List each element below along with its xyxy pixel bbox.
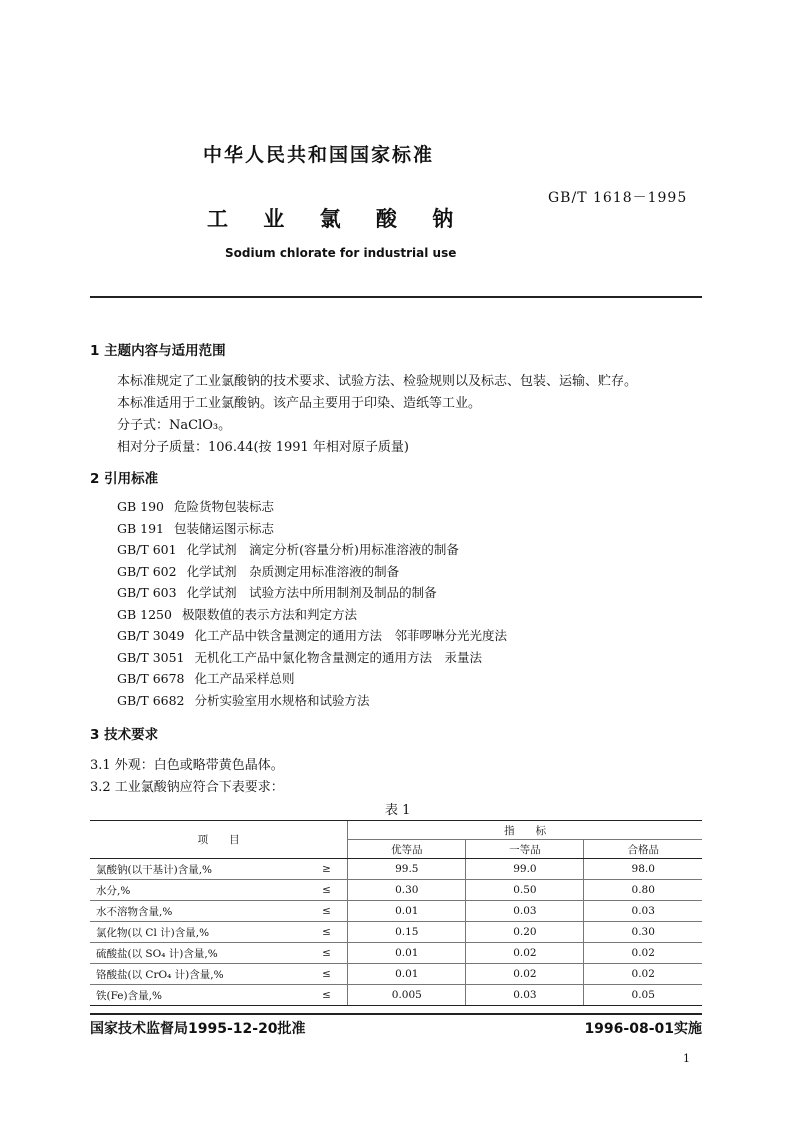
standard-org-title: 中华人民共和国国家标准: [203, 144, 435, 166]
reference-code: GB/T 601: [117, 542, 177, 557]
row-value: 0.80: [584, 880, 702, 901]
table-row: [90, 880, 702, 901]
row-item: 水不溶物含量,%: [90, 901, 306, 922]
row-value: 0.03: [466, 901, 584, 922]
row-value: 0.15: [348, 922, 466, 943]
reference-item: [117, 605, 357, 623]
reference-item: [117, 519, 274, 537]
section-1-heading: 1 主题内容与适用范围: [90, 343, 226, 359]
row-value: 99.0: [466, 859, 584, 880]
row-value: 0.02: [466, 943, 584, 964]
document-title: 工 业 氯 酸 钠: [207, 207, 468, 231]
molecular-mass: 相对分子质量：106.44(按 1991 年相对原子质量): [117, 440, 409, 455]
reference-title: 分析实验室用水规格和试验方法: [194, 692, 370, 708]
table-row: [90, 964, 702, 985]
reference-item: [117, 583, 437, 601]
header-divider: [90, 296, 702, 298]
clause-3-1: 3.1 外观：白色或略带黄色晶体。: [90, 758, 284, 773]
row-item: 氯化物(以 Cl 计)含量,%: [90, 922, 306, 943]
reference-code: GB/T 603: [117, 585, 177, 600]
index-column-header: 指 标: [348, 821, 702, 840]
row-value: 0.02: [584, 964, 702, 985]
row-comparator: ≤: [306, 922, 348, 943]
reference-item: [117, 562, 399, 580]
reference-title: 极限数值的表示方法和判定方法: [181, 606, 357, 622]
reference-code: GB/T 6678: [117, 671, 185, 686]
table-caption: 表 1: [385, 803, 411, 818]
reference-code: GB/T 602: [117, 563, 177, 579]
row-value: 0.02: [466, 964, 584, 985]
row-value: 0.30: [348, 880, 466, 901]
row-item: 铬酸盐(以 CrO₄ 计)含量,%: [90, 964, 306, 985]
grade-header: 合格品: [584, 840, 702, 859]
row-value: 0.01: [348, 964, 466, 985]
table-row: [90, 985, 702, 1006]
table-row: [90, 901, 702, 922]
reference-item: [117, 691, 370, 709]
molecular-formula: 分子式：NaClO₃。: [117, 418, 232, 433]
grade-header: 一等品: [466, 840, 584, 859]
row-value: 0.01: [348, 901, 466, 922]
row-comparator: ≤: [306, 964, 348, 985]
row-item: 铁(Fe)含量,%: [90, 985, 306, 1006]
section-3-heading: 3 技术要求: [90, 727, 159, 743]
page-number: 1: [683, 1052, 690, 1065]
footer-divider: [90, 1013, 702, 1015]
section-1-paragraph: 本标准适用于工业氯酸钠。该产品主要用于印染、造纸等工业。: [117, 396, 482, 411]
table-row: [90, 859, 702, 880]
reference-code: GB 190: [117, 499, 165, 514]
row-value: 0.02: [584, 943, 702, 964]
reference-item: [117, 648, 482, 666]
row-value: 0.05: [584, 985, 702, 1006]
section-2-heading: 2 引用标准: [90, 471, 159, 487]
reference-title: 化学试剂 滴定分析(容量分析)用标准溶液的制备: [186, 542, 459, 557]
row-value: 99.5: [348, 859, 466, 880]
table-row: [90, 922, 702, 943]
row-value: 0.30: [584, 922, 702, 943]
clause-3-2: 3.2 工业氯酸钠应符合下表要求：: [90, 780, 284, 795]
item-column-header: 项 目: [90, 821, 348, 859]
row-value: 98.0: [584, 859, 702, 880]
row-value: 0.01: [348, 943, 466, 964]
row-value: 0.20: [466, 922, 584, 943]
row-comparator: ≤: [306, 985, 348, 1006]
reference-item: [117, 540, 459, 558]
row-value: 0.03: [466, 985, 584, 1006]
row-comparator: ≤: [306, 880, 348, 901]
reference-code: GB 191: [117, 520, 165, 536]
reference-title: 无机化工产品中氯化物含量测定的通用方法 汞量法: [194, 649, 483, 665]
row-item: 水分,%: [90, 880, 306, 901]
effective-date: 1996-08-01实施: [584, 1021, 702, 1037]
row-item: 硫酸盐(以 SO₄ 计)含量,%: [90, 943, 306, 964]
table-row: [90, 943, 702, 964]
reference-title: 化工产品采样总则: [194, 671, 295, 686]
spec-table: [90, 820, 702, 1006]
approval-line: 国家技术监督局1995-12-20批准: [90, 1021, 306, 1037]
reference-title: 包装储运图示标志: [174, 520, 275, 536]
reference-item: [117, 669, 295, 687]
row-item: 氯酸钠(以干基计)含量,%: [90, 859, 306, 880]
reference-item: [117, 497, 274, 515]
row-value: 0.03: [584, 901, 702, 922]
reference-code: GB/T 6682: [117, 692, 185, 708]
row-comparator: ≤: [306, 943, 348, 964]
reference-title: 化学试剂 试验方法中所用制剂及制品的制备: [186, 585, 437, 600]
grade-header: 优等品: [348, 840, 466, 859]
english-title: Sodium chlorate for industrial use: [225, 246, 457, 260]
reference-item: [117, 626, 507, 644]
reference-title: 化工产品中铁含量测定的通用方法 邻菲啰啉分光光度法: [194, 628, 508, 643]
reference-code: GB 1250: [117, 606, 172, 622]
reference-title: 化学试剂 杂质测定用标准溶液的制备: [186, 563, 400, 579]
reference-code: GB/T 3051: [117, 649, 185, 665]
row-value: 0.005: [348, 985, 466, 1006]
row-value: 0.50: [466, 880, 584, 901]
standard-code: GB/T 1618－1995: [548, 190, 688, 206]
row-comparator: ≥: [306, 859, 348, 880]
section-1-paragraph: 本标准规定了工业氯酸钠的技术要求、试验方法、检验规则以及标志、包装、运输、贮存。: [117, 374, 638, 389]
reference-title: 危险货物包装标志: [174, 499, 275, 514]
row-comparator: ≤: [306, 901, 348, 922]
reference-code: GB/T 3049: [117, 628, 185, 643]
